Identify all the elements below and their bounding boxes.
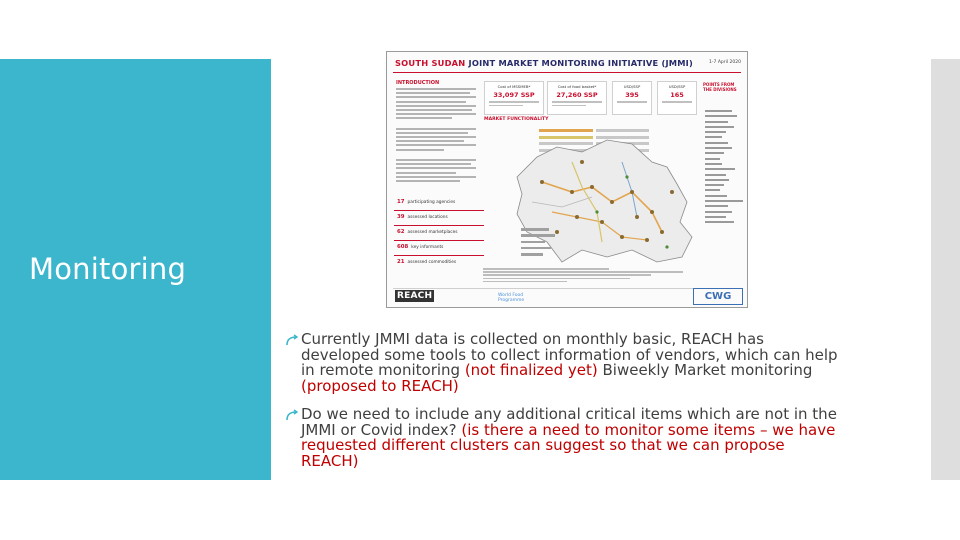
jmmi-infographic <box>386 51 748 308</box>
infographic-title: SOUTH SUDAN JOINT MARKET MONITORING INITIATIVE (JMMI) <box>395 58 693 68</box>
stat-item: 39 assessed locations <box>394 211 484 226</box>
cost-box-usd-ssp-2: USD/SSP 165 <box>657 81 697 115</box>
curved-arrow-bullet-icon <box>285 333 299 347</box>
stats-list <box>394 196 484 270</box>
bullet-item: Currently JMMI data is collected on monthly basic, REACH has developed some tools to collect information of vendors, which can help in remote monitoring (not finalized yet) Biweekly Market monitoring (proposed to REACH) <box>285 332 845 394</box>
south-sudan-map <box>482 122 707 272</box>
divisions-list <box>705 110 743 227</box>
logo-bar <box>393 288 741 305</box>
stat-item: 21 assessed commodities <box>397 259 457 265</box>
map-footnotes <box>483 268 693 284</box>
map-legend <box>521 228 561 259</box>
cost-box-food-basket: Cost of food basket* 27,260 SSP <box>547 81 607 115</box>
reach-logo: REACH <box>397 291 433 301</box>
curved-arrow-bullet-icon <box>285 408 299 422</box>
right-scroll-strip <box>931 59 960 480</box>
cost-box-mssmeb: Cost of MSSMEB* 33,097 SSP <box>484 81 544 115</box>
bullet-item: Do we need to include any additional critical items which are not in the JMMI or Covid index? (is there a need to monitor some items – we have requested different clusters can suggest so that we can propose REACH) <box>285 407 845 469</box>
title-divider <box>393 72 741 73</box>
bullet-list <box>285 332 845 469</box>
divisions-heading: POINTS FROM THE DIVISIONS <box>703 82 737 92</box>
intro-text-block <box>396 88 476 184</box>
intro-heading: INTRODUCTION <box>396 80 440 86</box>
cwg-logo: CWG <box>693 288 743 305</box>
stat-item: 608 key informants <box>394 241 484 256</box>
stat-item: 62 assessed marketplaces <box>394 226 484 241</box>
infographic-date: 1-7 April 2020 <box>709 60 741 65</box>
market-functionality-heading: MARKET FUNCTIONALITY <box>484 117 549 122</box>
cost-box-usd-ssp-1: USD/SSP 395 <box>612 81 652 115</box>
wfp-logo: World Food Programme <box>498 293 525 303</box>
slide-title: Monitoring <box>29 252 187 286</box>
stat-item: 17 participating agencies <box>394 196 484 211</box>
